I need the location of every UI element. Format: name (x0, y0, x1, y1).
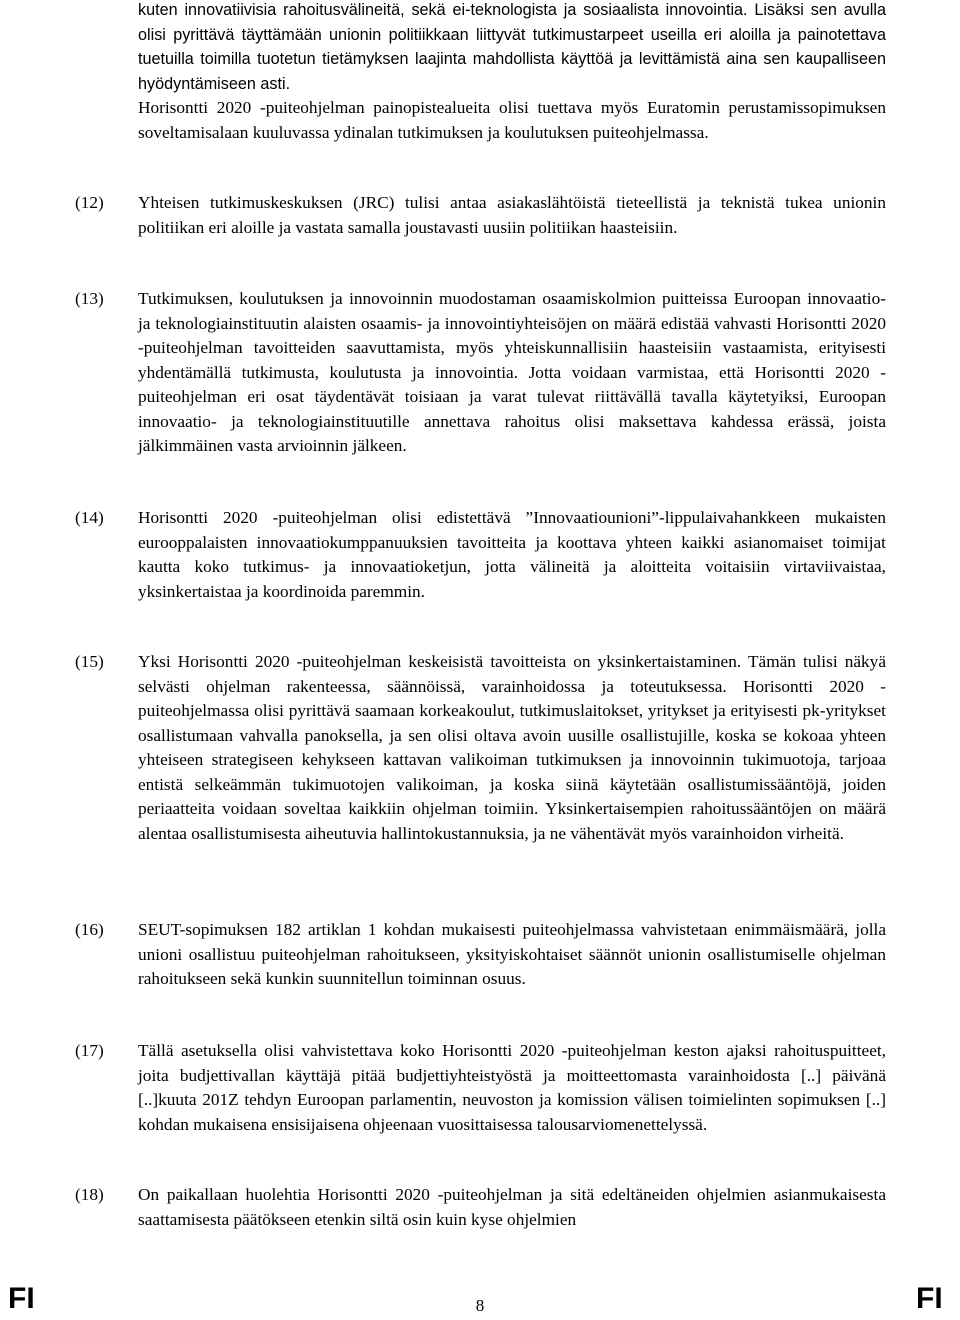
intro-text-sans: kuten innovatiivisia rahoitusvälineitä, sekä ei-teknologista ja sosiaalista innovointia. Lisäksi sen avulla olisi pyrittävä täyttämään unionin politiikkaan liittyvät tutkimustarpeet useilla eri aloilla ja painotettava tuetuilla toimilla tuotetun tietämyksen laajinta mahdollista käyttöä ja levittämistä aina sen kaupalliseen hyödyntämiseen asti. (138, 1, 886, 93)
item-number-14: (14) (75, 508, 104, 527)
item-text-12 (138, 191, 886, 240)
item-number-17: (17) (75, 1041, 104, 1060)
item-text-16 (138, 918, 886, 992)
item-12-body: Yhteisen tutkimuskeskuksen (JRC) tulisi antaa asiakaslähtöistä tieteellistä ja teknistä tukea unionin politiikan eri aloille ja vastata samalla joustavasti uusiin politiikan haasteisiin. (138, 193, 886, 237)
item-16-body: SEUT-sopimuksen 182 artiklan 1 kohdan mukaisesti puiteohjelmassa vahvistetaan enimmäismäärä, jolla unioni osallistuu puiteohjelman rahoitukseen, yksityiskohtaiset säännöt unionin osallistumiselle ohjelman rahoitukseen sekä kunkin suunnitellun toiminnan osuus. (138, 920, 886, 988)
item-number-16: (16) (75, 920, 104, 939)
item-number-18: (18) (75, 1185, 104, 1204)
item-text-15 (138, 650, 886, 846)
footer-page-number: 8 (475, 1296, 485, 1315)
item-text-18 (138, 1183, 886, 1232)
item-text-14 (138, 506, 886, 604)
item-15-body: Yksi Horisontti 2020 -puiteohjelman keskeisistä tavoitteista on yksinkertaistaminen. Tämän tulisi näkyä selvästi ohjelman rakenteessa, säännöissä, varainhoidossa ja toteutuksessa. Horisontti 2020 -puiteohjelmassa olisi pyrittävä saamaan korkeakoulut, tutkimuslaitokset, yritykset ja erityisesti pk-yritykset osallistumaan vahvalla panoksella, ja sen olisi oltava avoin uusille osallistujille, koska se kokoaa yhteen yhteiseen strategiseen kehykseen kattavan valikoiman tutkimuksen ja innovoinnin tukimuotoja, tarjoaa entistä selkeämmän tukimuotojen valikoiman, ja koska siinä käytetään osallistumissääntöjä, joiden periaatteita voidaan soveltaa kaikkiin ohjelman toimiin. Yksinkertaisempien rahoitussääntöjen on määrä alentaa osallistumisesta aiheutuvia hallintokustannuksia, ja ne vähentävät myös varainhoidon virheitä. (138, 652, 886, 843)
item-text-13 (138, 287, 886, 459)
item-number-15: (15) (75, 652, 104, 671)
footer-language-right: FI (916, 1282, 943, 1315)
item-number-13: (13) (75, 289, 104, 308)
intro-text-serif: Horisontti 2020 -puiteohjelman painopistealueita olisi tuettava myös Euratomin perustamissopimuksen soveltamisalaan kuuluvassa ydinalan tutkimuksen ja koulutuksen puiteohjelmassa. (138, 98, 886, 142)
item-13-body: Tutkimuksen, koulutuksen ja innovoinnin muodostaman osaamiskolmion puitteissa Euroopan innovaatio- ja teknologiainstituutin alaisten osaamis- ja innovointiyhteisöjen on määrä edistää vahvasti Horisontti 2020 -puiteohjelman tavoitteiden saavuttamista, myös yhteiskunnallisiin haasteisiin vastaamista, erityisesti yhdentämällä tutkimusta, koulutusta ja innovointia. Jotta voidaan varmistaa, että Horisontti 2020 -puiteohjelman eri osat täydentävät toisiaan ja varat tulevat riittävällä tavalla käytetyiksi, Euroopan innovaatio- ja teknologiainstituutille annettava rahoitus olisi maksettava kahdessa erässä, joista jälkimmäinen vasta arvioinnin jälkeen. (138, 289, 886, 455)
item-18-body: On paikallaan huolehtia Horisontti 2020 -puiteohjelman ja sitä edeltäneiden ohjelmien asianmukaisesta saattamisesta päätökseen etenkin siltä osin kuin kyse ohjelmien (138, 1185, 886, 1229)
item-17-body: Tällä asetuksella olisi vahvistettava koko Horisontti 2020 -puiteohjelman keston ajaksi rahoituspuitteet, joita budjettivallan käyttäjä pitää budjettiyhteistyöstä ja moitteettomasta varainhoidosta [..] päivänä [..]kuuta 201Z tehdyn Euroopan parlamentin, neuvoston ja komission välisen toimielinten sopimuksen [..] kohdan mukaisena ensisijaisena ohjeenaan vuosittaisessa talousarviomenettelyssä. (138, 1041, 886, 1134)
item-text-17 (138, 1039, 886, 1137)
intro-paragraph (138, 0, 886, 145)
item-number-12: (12) (75, 193, 104, 212)
item-14-body: Horisontti 2020 -puiteohjelman olisi edistettävä ”Innovaatiounioni”-lippulaivahankkeen mukaisten eurooppalaisten innovaatiokumppanuuksien tavoitteita ja koottava yhteen kaikki asianomaiset toimijat kautta koko tutkimus- ja innovaatioketjun, jotta välineitä ja aloitteita voitaisiin virtaviivaistaa, yksinkertaistaa ja koordinoida paremmin. (138, 508, 886, 601)
footer-language-left: FI (8, 1282, 35, 1315)
